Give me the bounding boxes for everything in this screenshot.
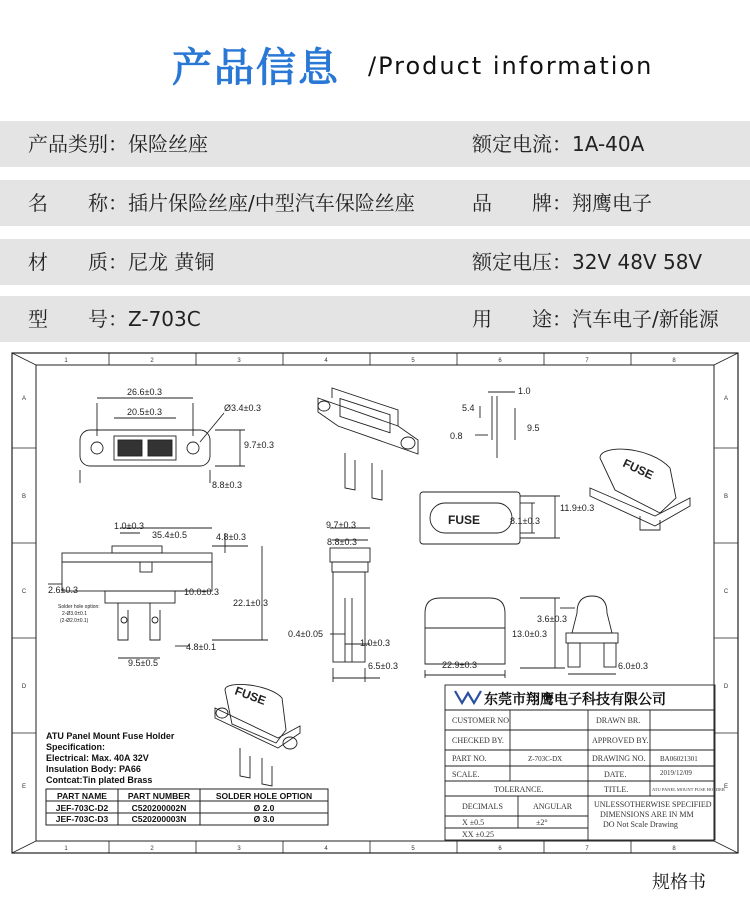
spec-line: Contcat:Tin plated Brass: [46, 775, 153, 785]
dim-label: 26.6±0.3: [127, 387, 162, 397]
info-rated-current: 额定电流：1A-40A: [472, 132, 645, 156]
info-usage: 用 途：汽车电子/新能源: [472, 307, 719, 331]
dim-label: 3.6±0.3: [537, 614, 567, 624]
tb-part-no: PART NO.: [452, 754, 487, 763]
tb-title: TITLE.: [604, 785, 629, 794]
parts-table-cell: JEF-703C-D3: [55, 814, 109, 824]
info-model: 型 号：Z-703C: [28, 307, 201, 331]
grid-col-label: 4: [324, 846, 328, 852]
dim-label: 10.0±0.3: [184, 587, 219, 597]
page-title: 产品信息: [172, 45, 340, 91]
grid-col-label: 5: [411, 846, 415, 852]
grid-col-label: 6: [498, 846, 502, 852]
info-row-material: [0, 239, 750, 285]
tb-x-tol: X ±0.5: [462, 818, 485, 827]
dim-label: 2.6±0.3: [48, 585, 78, 595]
page-subtitle: /Product information: [368, 52, 654, 80]
tb-scale: SCALE.: [452, 770, 480, 779]
grid-col-label: 7: [585, 358, 589, 364]
tb-part-no-value: Z-703C-DX: [528, 755, 563, 763]
grid-row-label: E: [21, 784, 27, 790]
tb-xx-tol: XX ±0.25: [462, 830, 494, 839]
parts-table-cell: JEF-703C-D2: [55, 803, 109, 813]
grid-col-label: 8: [672, 358, 676, 364]
dim-label: 4.8±0.3: [216, 532, 246, 542]
info-row-model: [0, 296, 750, 342]
parts-table-cell: C520200003N: [131, 814, 187, 824]
spec-line: Electrical: Max. 40A 32V: [46, 753, 149, 763]
grid-row-label: E: [723, 784, 729, 790]
spec-line: Specification:: [46, 742, 106, 752]
grid-col-label: 1: [64, 846, 68, 852]
drawing-svg: [0, 348, 750, 858]
tb-date-value: 2019/12/09: [660, 769, 692, 777]
info-brand: 品 牌：翔鹰电子: [472, 191, 652, 215]
tb-customer-no: CUSTOMER NO.: [452, 716, 511, 725]
info-row-category: [0, 121, 750, 167]
dim-label: 1.0: [518, 386, 531, 396]
grid-col-label: 2: [150, 846, 154, 852]
footer-label: 规格书: [652, 872, 706, 893]
tb-drawing-no-value: BA06021301: [660, 755, 698, 763]
parts-table-header: PART NUMBER: [127, 791, 191, 801]
dim-label: Ø3.4±0.3: [224, 403, 261, 413]
solder-option-label: Solder hole option:: [58, 604, 100, 610]
dim-label: 8.8±0.3: [212, 480, 242, 490]
dim-label: 1.0±0.3: [114, 521, 144, 531]
info-category: 产品类别：保险丝座: [28, 132, 208, 156]
dim-label: 0.8: [450, 431, 463, 441]
grid-col-label: 8: [672, 846, 676, 852]
dim-label: 9.7±0.3: [244, 440, 274, 450]
parts-table-header: PART NAME: [57, 791, 107, 801]
dim-label: 22.1±0.3: [233, 598, 268, 608]
dim-label: 9.7±0.3: [326, 520, 356, 530]
grid-col-label: 3: [237, 358, 241, 364]
dim-label: 6.0±0.3: [618, 661, 648, 671]
grid-col-label: 7: [585, 846, 589, 852]
grid-col-label: 3: [237, 846, 241, 852]
grid-row-label: B: [21, 494, 27, 500]
tb-approved-by: APPROVED BY.: [592, 736, 649, 745]
grid-col-label: 4: [324, 358, 328, 364]
dim-label: 6.5±0.3: [368, 661, 398, 671]
dim-label: 4.8±0.1: [186, 642, 216, 652]
info-name: 名 称：插片保险丝座/中型汽车保险丝座: [28, 191, 415, 215]
solder-option-label: 2-Ø3.0±0.1: [62, 611, 87, 617]
fuse-label: FUSE: [620, 456, 656, 483]
tb-angular: ANGULAR: [533, 802, 573, 811]
page-header: [0, 30, 750, 90]
grid-row-label: B: [723, 494, 729, 500]
dim-label: 5.4: [462, 403, 475, 413]
technical-drawing: [0, 348, 750, 858]
dim-label: 0.4±0.05: [288, 629, 323, 639]
tb-note: DO Not Scale Drawing: [603, 820, 678, 829]
dim-label: 9.5±0.5: [128, 658, 158, 668]
parts-table-cell: Ø 3.0: [253, 814, 275, 824]
tb-checked-by: CHECKED BY.: [452, 736, 504, 745]
tb-date: DATE.: [604, 770, 627, 779]
grid-row-label: A: [723, 396, 729, 402]
dim-label: 35.4±0.5: [152, 530, 187, 540]
grid-col-label: 6: [498, 358, 502, 364]
dim-label: 11.9±0.3: [560, 503, 595, 513]
company-name: 东莞市翔鹰电子科技有限公司: [484, 692, 666, 708]
tb-drawn-by: DRAWN BR.: [596, 716, 641, 725]
parts-table-cell: C520200002N: [131, 803, 187, 813]
grid-row-label: C: [723, 589, 729, 595]
info-material: 材 质：尼龙 黄铜: [28, 250, 215, 274]
tb-drawing-no: DRAWING NO.: [592, 754, 646, 763]
grid-row-label: A: [21, 396, 27, 402]
spec-line: Insulation Body: PA66: [46, 764, 141, 774]
dim-label: 22.9±0.3: [442, 660, 477, 670]
fuse-label: FUSE: [448, 513, 481, 527]
grid-row-label: C: [21, 589, 27, 595]
tb-note: DIMENSIONS ARE IN MM: [600, 810, 694, 819]
spec-line: ATU Panel Mount Fuse Holder: [46, 731, 175, 741]
tb-title-value: ATU PANEL MOUNT FUSE HOLDER: [652, 787, 725, 792]
solder-option-label: (2-Ø2.0±0.1): [60, 618, 89, 624]
dim-label: 13.0±0.3: [512, 629, 547, 639]
tb-tolerance: TOLERANCE.: [494, 785, 544, 794]
dim-label: 9.5: [527, 423, 540, 433]
tb-angular-tol: ±2°: [536, 818, 548, 827]
parts-table-cell: Ø 2.0: [253, 803, 275, 813]
grid-row-label: D: [723, 684, 729, 690]
grid-row-label: D: [21, 684, 27, 690]
tb-decimals: DECIMALS: [462, 802, 503, 811]
tb-note: UNLESSOTHERWISE SPECIFIED: [594, 800, 712, 809]
dim-label: 1.0±0.3: [360, 638, 390, 648]
grid-col-label: 5: [411, 358, 415, 364]
info-rated-voltage: 额定电压：32V 48V 58V: [472, 250, 703, 274]
dim-label: 8.8±0.3: [327, 537, 357, 547]
parts-table-header: SOLDER HOLE OPTION: [215, 791, 313, 801]
info-row-name: [0, 180, 750, 226]
grid-col-label: 1: [64, 358, 68, 364]
grid-col-label: 2: [150, 358, 154, 364]
fuse-label: FUSE: [232, 683, 268, 708]
dim-label: 8.1±0.3: [510, 516, 540, 526]
dim-label: 20.5±0.3: [127, 407, 162, 417]
